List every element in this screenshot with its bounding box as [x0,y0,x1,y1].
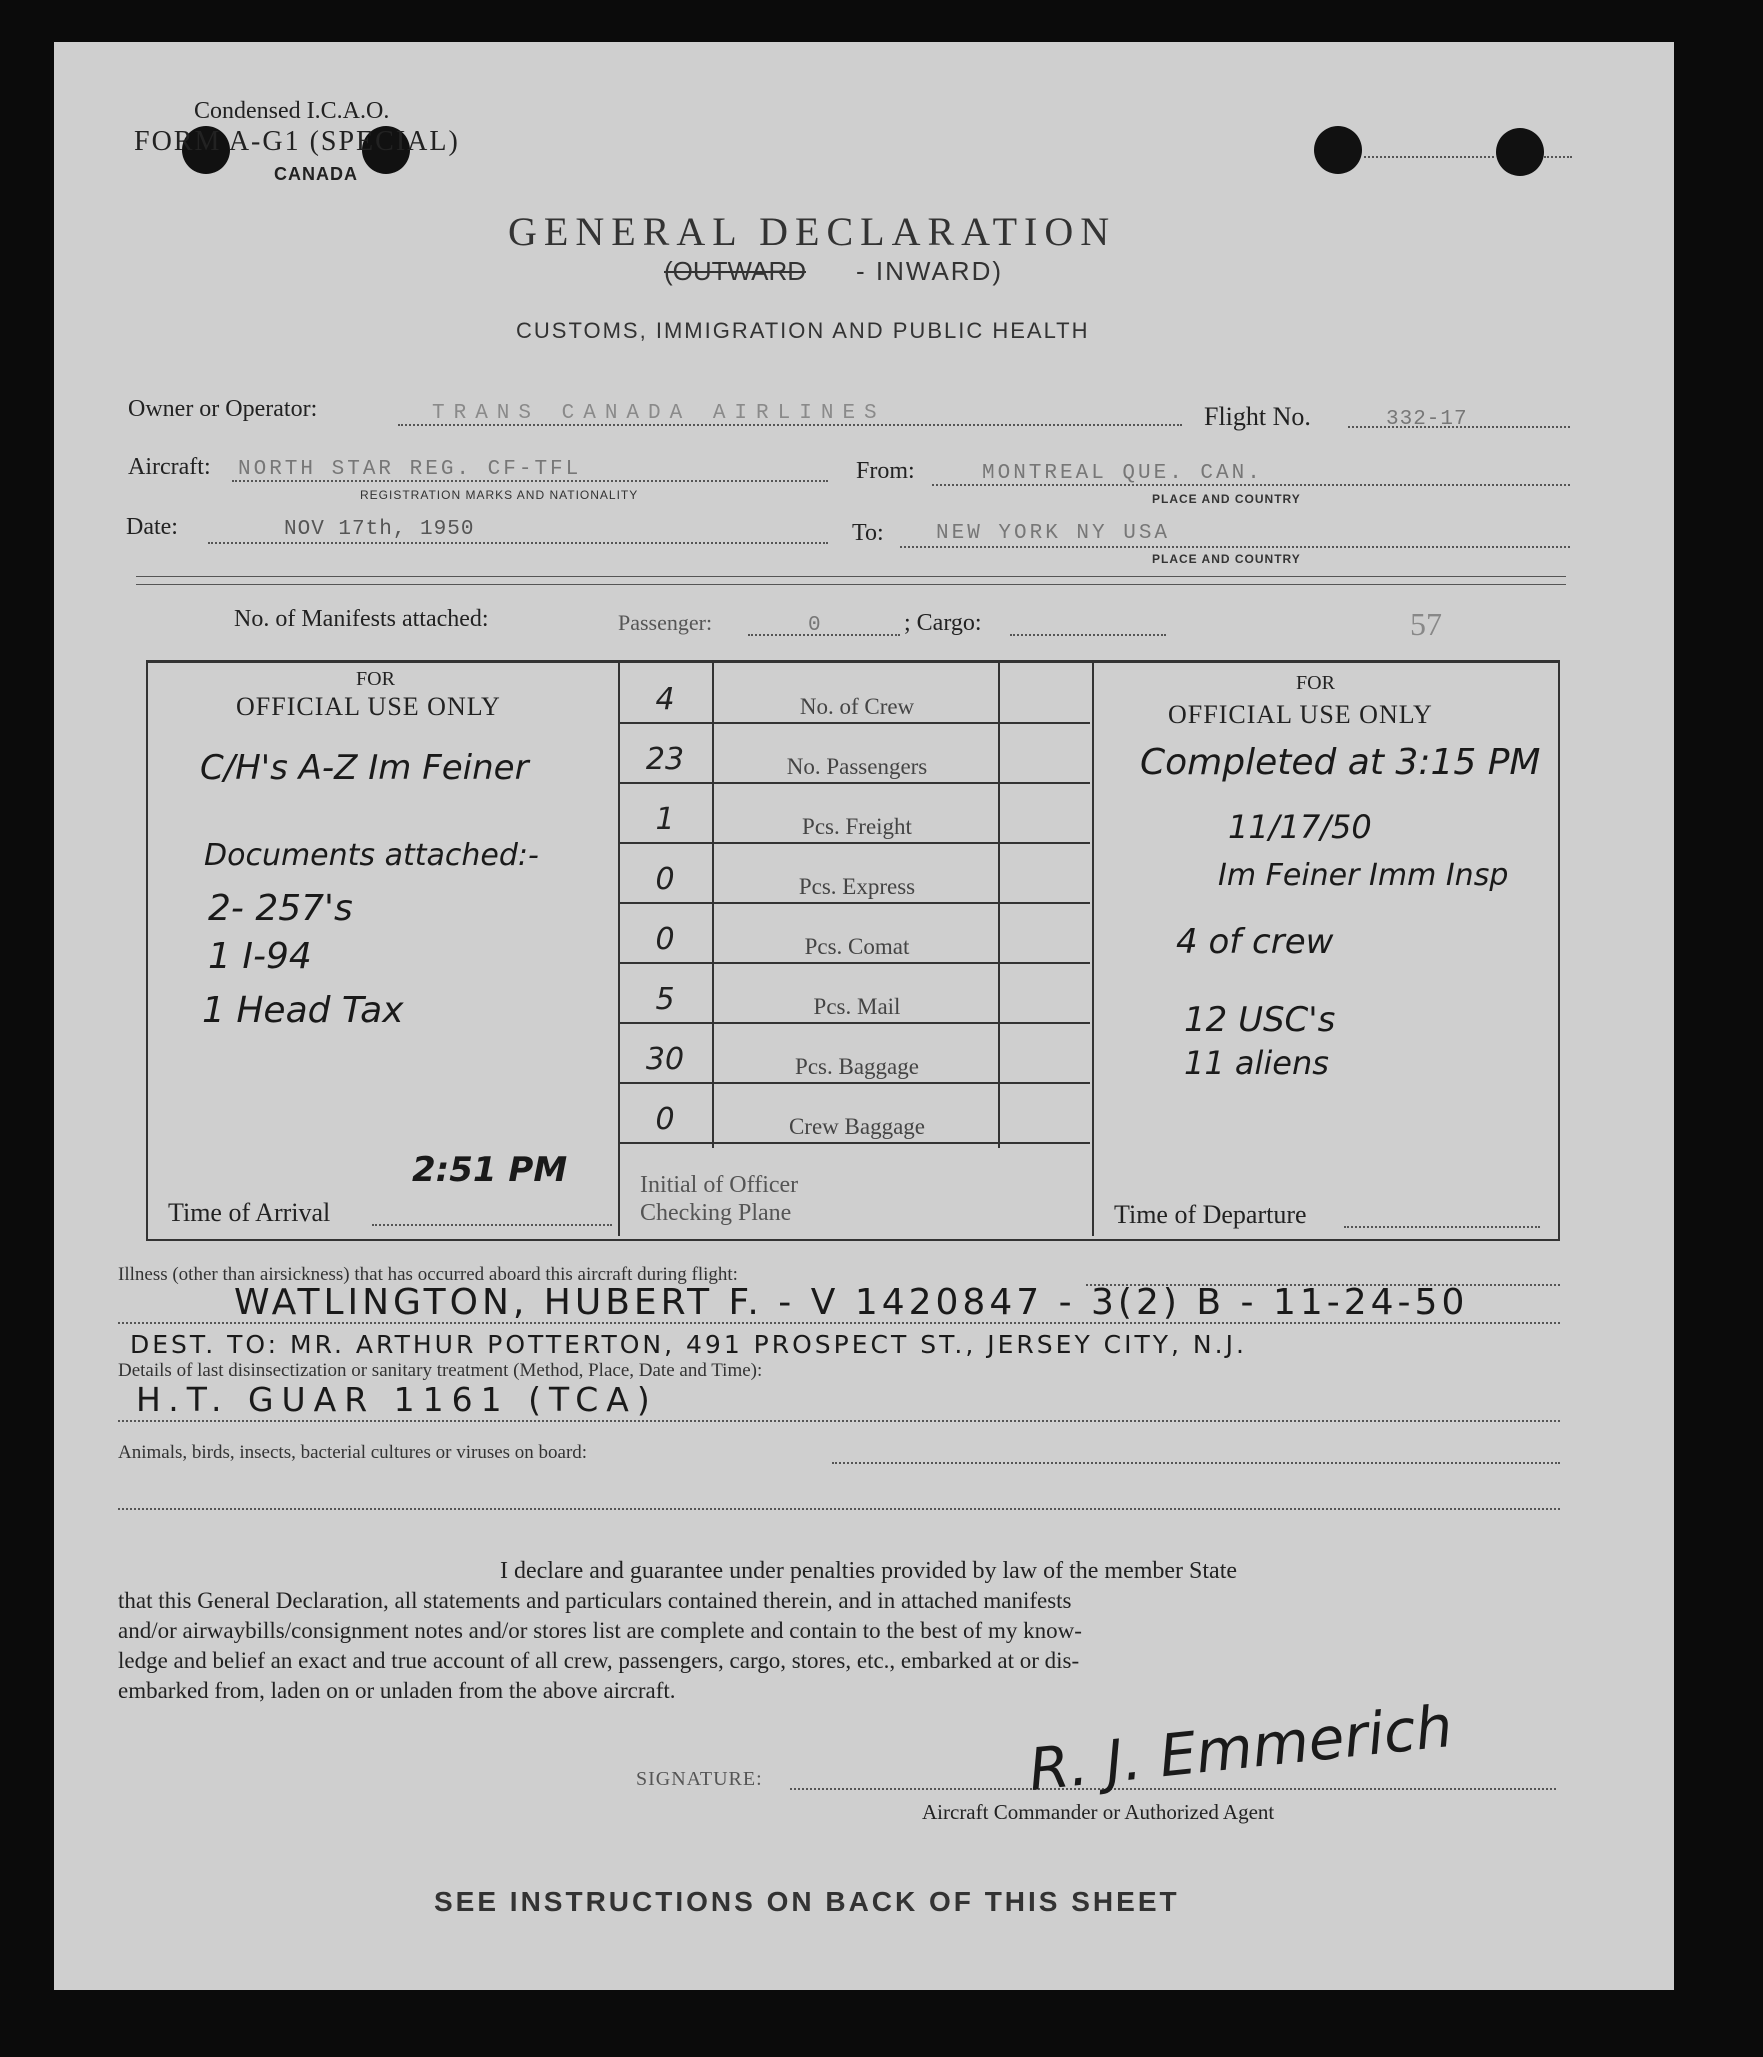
left-note-3: 2- 257's [208,888,353,929]
count-row-line [620,842,1090,844]
disinsect-label: Details of last disinsectization or sanitary treatment (Method, Place, Date and Time): [118,1360,763,1381]
form-country: CANADA [274,164,358,184]
count-label: Pcs. Freight [802,814,912,839]
count-value: 30 [645,1042,685,1077]
count-value: 0 [655,922,675,957]
count-value: 4 [655,682,675,717]
registration-note: REGISTRATION MARKS AND NATIONALITY [360,488,639,502]
count-value: 0 [655,862,675,897]
count-label: Crew Baggage [788,1114,926,1139]
place-note-to: PLACE AND COUNTRY [1152,552,1301,566]
left-official: OFFICIAL USE ONLY [236,692,501,721]
count-value: 0 [655,1102,675,1137]
to-label: To: [852,520,884,546]
count-label: Pcs. Comat [804,934,910,959]
owner-value: TRANS CANADA AIRLINES [432,402,886,425]
count-label: No. Passengers [786,754,928,779]
declaration-line-3: and/or airwaybills/consignment notes and/or stores list are complete and contain to the best of my know- [118,1618,1082,1643]
divider [136,576,1566,577]
count-value: 1 [655,802,675,837]
left-for: FOR [356,668,395,690]
to-value: NEW YORK NY USA [936,522,1171,545]
left-note-4: 1 I-94 [208,936,312,977]
footer-instructions: SEE INSTRUCTIONS ON BACK OF THIS SHEET [434,1886,1180,1917]
count-row-line [620,722,1090,724]
corner-dotted-line [1544,156,1572,158]
punch-hole [1314,126,1362,174]
from-value: MONTREAL QUE. CAN. [982,462,1263,485]
right-for: FOR [1296,672,1335,694]
departure-label: Time of Departure [1114,1200,1307,1229]
passenger-line [748,634,900,636]
illness-line [118,1322,1560,1324]
flight-value: 332-17 [1386,408,1468,431]
aircraft-label: Aircraft: [128,454,211,480]
manifests-label: No. of Manifests attached: [234,606,489,632]
declaration-line-1: I declare and guarantee under penalties provided by law of the member State [500,1558,1238,1584]
illness-line-1: WATLINGTON, HUBERT F. - V 1420847 - 3(2) B - 11-24-50 [234,1282,1469,1323]
stamp-number: 57 [1410,606,1442,642]
count-row-line [620,1142,1090,1144]
right-note-6: 11 aliens [1184,1044,1329,1082]
passenger-label: Passenger: [618,610,713,635]
illness-line-2: DEST. TO: MR. ARTHUR POTTERTON, 491 PROSPECT ST., JERSEY CITY, N.J. [130,1330,1247,1359]
count-row-line [620,902,1090,904]
arrival-value: 2:51 PM [412,1150,568,1190]
illness-line-3: H.T. GUAR 1161 (TCA) [136,1380,658,1419]
count-row-line [620,962,1090,964]
from-label: From: [856,458,915,484]
date-line [208,542,828,544]
signature-value: R. J. Emmerich [1025,1691,1456,1805]
passenger-value: 0 [808,614,822,637]
departure-line [1344,1226,1540,1228]
count-label: Pcs. Baggage [795,1054,919,1079]
place-note-from: PLACE AND COUNTRY [1152,492,1301,506]
declaration-line-4: ledge and belief an exact and true account of all crew, passengers, cargo, stores, etc., embarked at or dis- [118,1648,1080,1673]
left-note-2: Documents attached:- [204,838,539,873]
right-note-1: Completed at 3:15 PM [1140,742,1541,783]
count-label: Pcs. Express [798,874,916,899]
form-condensed: Condensed I.C.A.O. [194,98,390,124]
agencies-heading: CUSTOMS, IMMIGRATION AND PUBLIC HEALTH [516,318,1090,343]
date-label: Date: [126,514,178,540]
flight-label: Flight No. [1204,402,1311,431]
page-title: GENERAL DECLARATION [508,209,1117,254]
right-note-4: 4 of crew [1176,922,1334,962]
illness-label: Illness (other than airsickness) that has occurred aboard this aircraft during flight: [118,1264,738,1285]
arrival-label: Time of Arrival [168,1198,331,1227]
count-row-line [620,1022,1090,1024]
right-note-5: 12 USC's [1184,1000,1336,1040]
animals-line [118,1508,1560,1510]
signature-label: SIGNATURE: [636,1768,763,1790]
owner-label: Owner or Operator: [128,396,318,422]
left-note-5: 1 Head Tax [202,990,404,1031]
initial-label-1: Initial of Officer [640,1172,799,1198]
punch-hole [1496,128,1544,176]
count-row-line [620,782,1090,784]
initial-label-2: Checking Plane [640,1200,792,1226]
subtitle: - INWARD) [856,256,1004,286]
signature-role: Aircraft Commander or Authorized Agent [922,1800,1275,1824]
animals-label: Animals, birds, insects, bacterial cultures or viruses on board: [118,1442,588,1463]
cargo-label: ; Cargo: [904,610,982,636]
illness-line [118,1420,1560,1422]
count-row-line [620,1082,1090,1084]
declaration-line-2: that this General Declaration, all statements and particulars contained therein, and in attached manifests [118,1588,1072,1613]
subtitle-struck: (OUTWARD [664,256,807,286]
corner-dotted-line [1364,156,1494,158]
count-value: 5 [655,982,675,1017]
table-divider [1092,662,1094,1236]
arrival-line [372,1224,612,1226]
right-official: OFFICIAL USE ONLY [1168,700,1433,729]
count-label: No. of Crew [799,694,915,719]
cargo-line [1010,634,1166,636]
left-note-1: C/H's A-Z Im Feiner [200,748,529,788]
aircraft-value: NORTH STAR REG. CF-TFL [238,458,582,481]
animals-line [832,1462,1560,1464]
aircraft-line [232,480,828,482]
count-value: 23 [645,742,685,777]
declaration-line-5: embarked from, laden on or unladen from the above aircraft. [118,1678,676,1703]
to-line [900,546,1570,548]
count-label: Pcs. Mail [813,994,901,1019]
date-value: NOV 17th, 1950 [284,518,475,541]
form-id: FORM A-G1 (SPECIAL) [134,126,460,157]
right-note-2: 11/17/50 [1228,808,1372,846]
divider [136,584,1566,585]
right-note-3: Im Feiner Imm Insp [1218,858,1509,893]
